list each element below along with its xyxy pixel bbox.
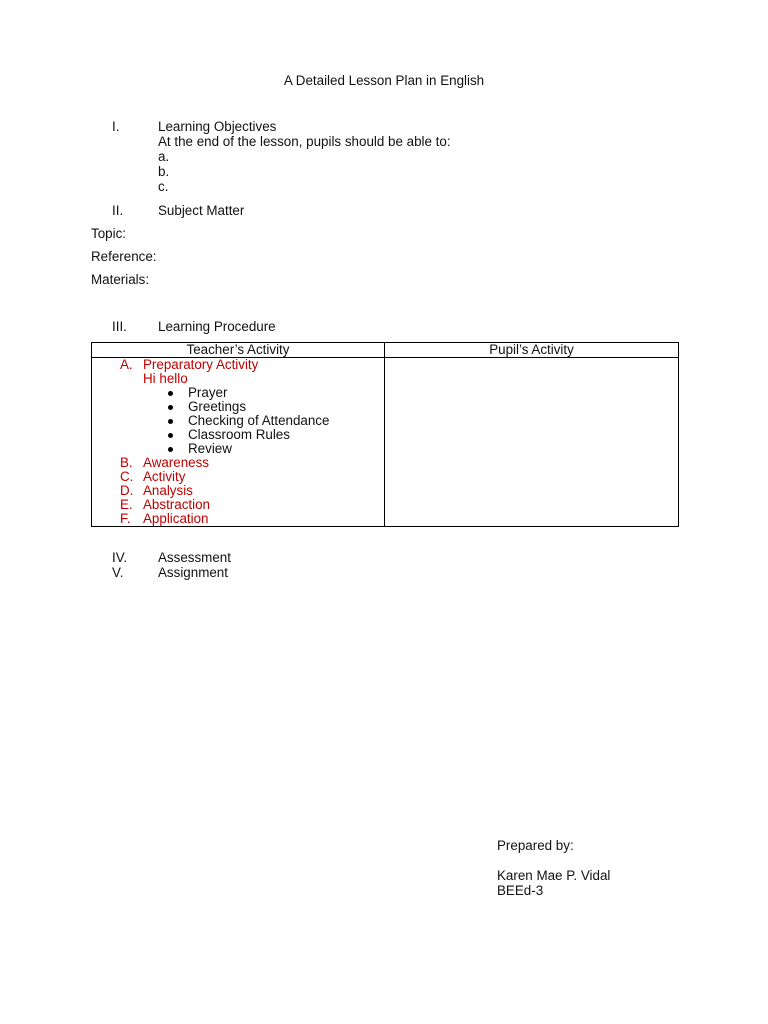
- section-3-numeral: III.: [112, 319, 127, 334]
- step-letter: F.: [120, 511, 131, 526]
- step-letter: A.: [120, 357, 133, 372]
- objective-item: a.: [158, 149, 170, 164]
- author-name: Karen Mae P. Vidal: [497, 868, 611, 883]
- bullet-icon: [168, 419, 173, 424]
- objective-item: c.: [158, 179, 169, 194]
- prep-bullet-item: Classroom Rules: [188, 427, 290, 442]
- bullet-icon: [168, 405, 173, 410]
- materials-label: Materials:: [91, 272, 150, 287]
- topic-label: Topic:: [91, 226, 126, 241]
- pupil-activity-cell: [385, 358, 679, 527]
- prep-bullet-item: Checking of Attendance: [188, 413, 330, 428]
- step-label: Abstraction: [143, 497, 210, 512]
- reference-label: Reference:: [91, 249, 157, 264]
- step-label: Application: [143, 511, 209, 526]
- section-1-heading: Learning Objectives: [158, 119, 277, 134]
- step-letter: E.: [120, 497, 133, 512]
- section-3-heading: Learning Procedure: [158, 319, 276, 334]
- section-2-numeral: II.: [112, 203, 124, 218]
- prep-bullet-item: Prayer: [188, 385, 228, 400]
- objectives-intro: At the end of the lesson, pupils should be able to:: [158, 134, 451, 149]
- teacher-activity-header: Teacher’s Activity: [92, 343, 385, 358]
- bullet-icon: [168, 391, 173, 396]
- prepared-by-label: Prepared by:: [497, 838, 574, 853]
- section-1-numeral: I.: [112, 119, 120, 134]
- bullet-icon: [168, 447, 173, 452]
- prep-bullet-item: Greetings: [188, 399, 247, 414]
- procedure-table: [91, 342, 679, 527]
- teacher-activity-cell: [92, 358, 385, 527]
- step-label: Awareness: [143, 455, 209, 470]
- document-title: A Detailed Lesson Plan in English: [283, 73, 485, 88]
- step-label: Preparatory Activity: [143, 357, 259, 372]
- bullet-icon: [168, 433, 173, 438]
- section-4-heading: Assessment: [158, 550, 231, 565]
- step-letter: D.: [120, 483, 134, 498]
- section-4-numeral: IV.: [112, 550, 128, 565]
- step-label: Analysis: [143, 483, 193, 498]
- step-label: Activity: [143, 469, 186, 484]
- section-5-numeral: V.: [112, 565, 124, 580]
- prep-note: Hi hello: [143, 371, 188, 386]
- objective-item: b.: [158, 164, 170, 179]
- prep-bullet-item: Review: [188, 441, 232, 456]
- step-letter: B.: [120, 455, 133, 470]
- step-letter: C.: [120, 469, 134, 484]
- author-course: BEEd-3: [497, 883, 544, 898]
- pupil-activity-header: Pupil’s Activity: [385, 343, 679, 358]
- section-5-heading: Assignment: [158, 565, 228, 580]
- section-2-heading: Subject Matter: [158, 203, 245, 218]
